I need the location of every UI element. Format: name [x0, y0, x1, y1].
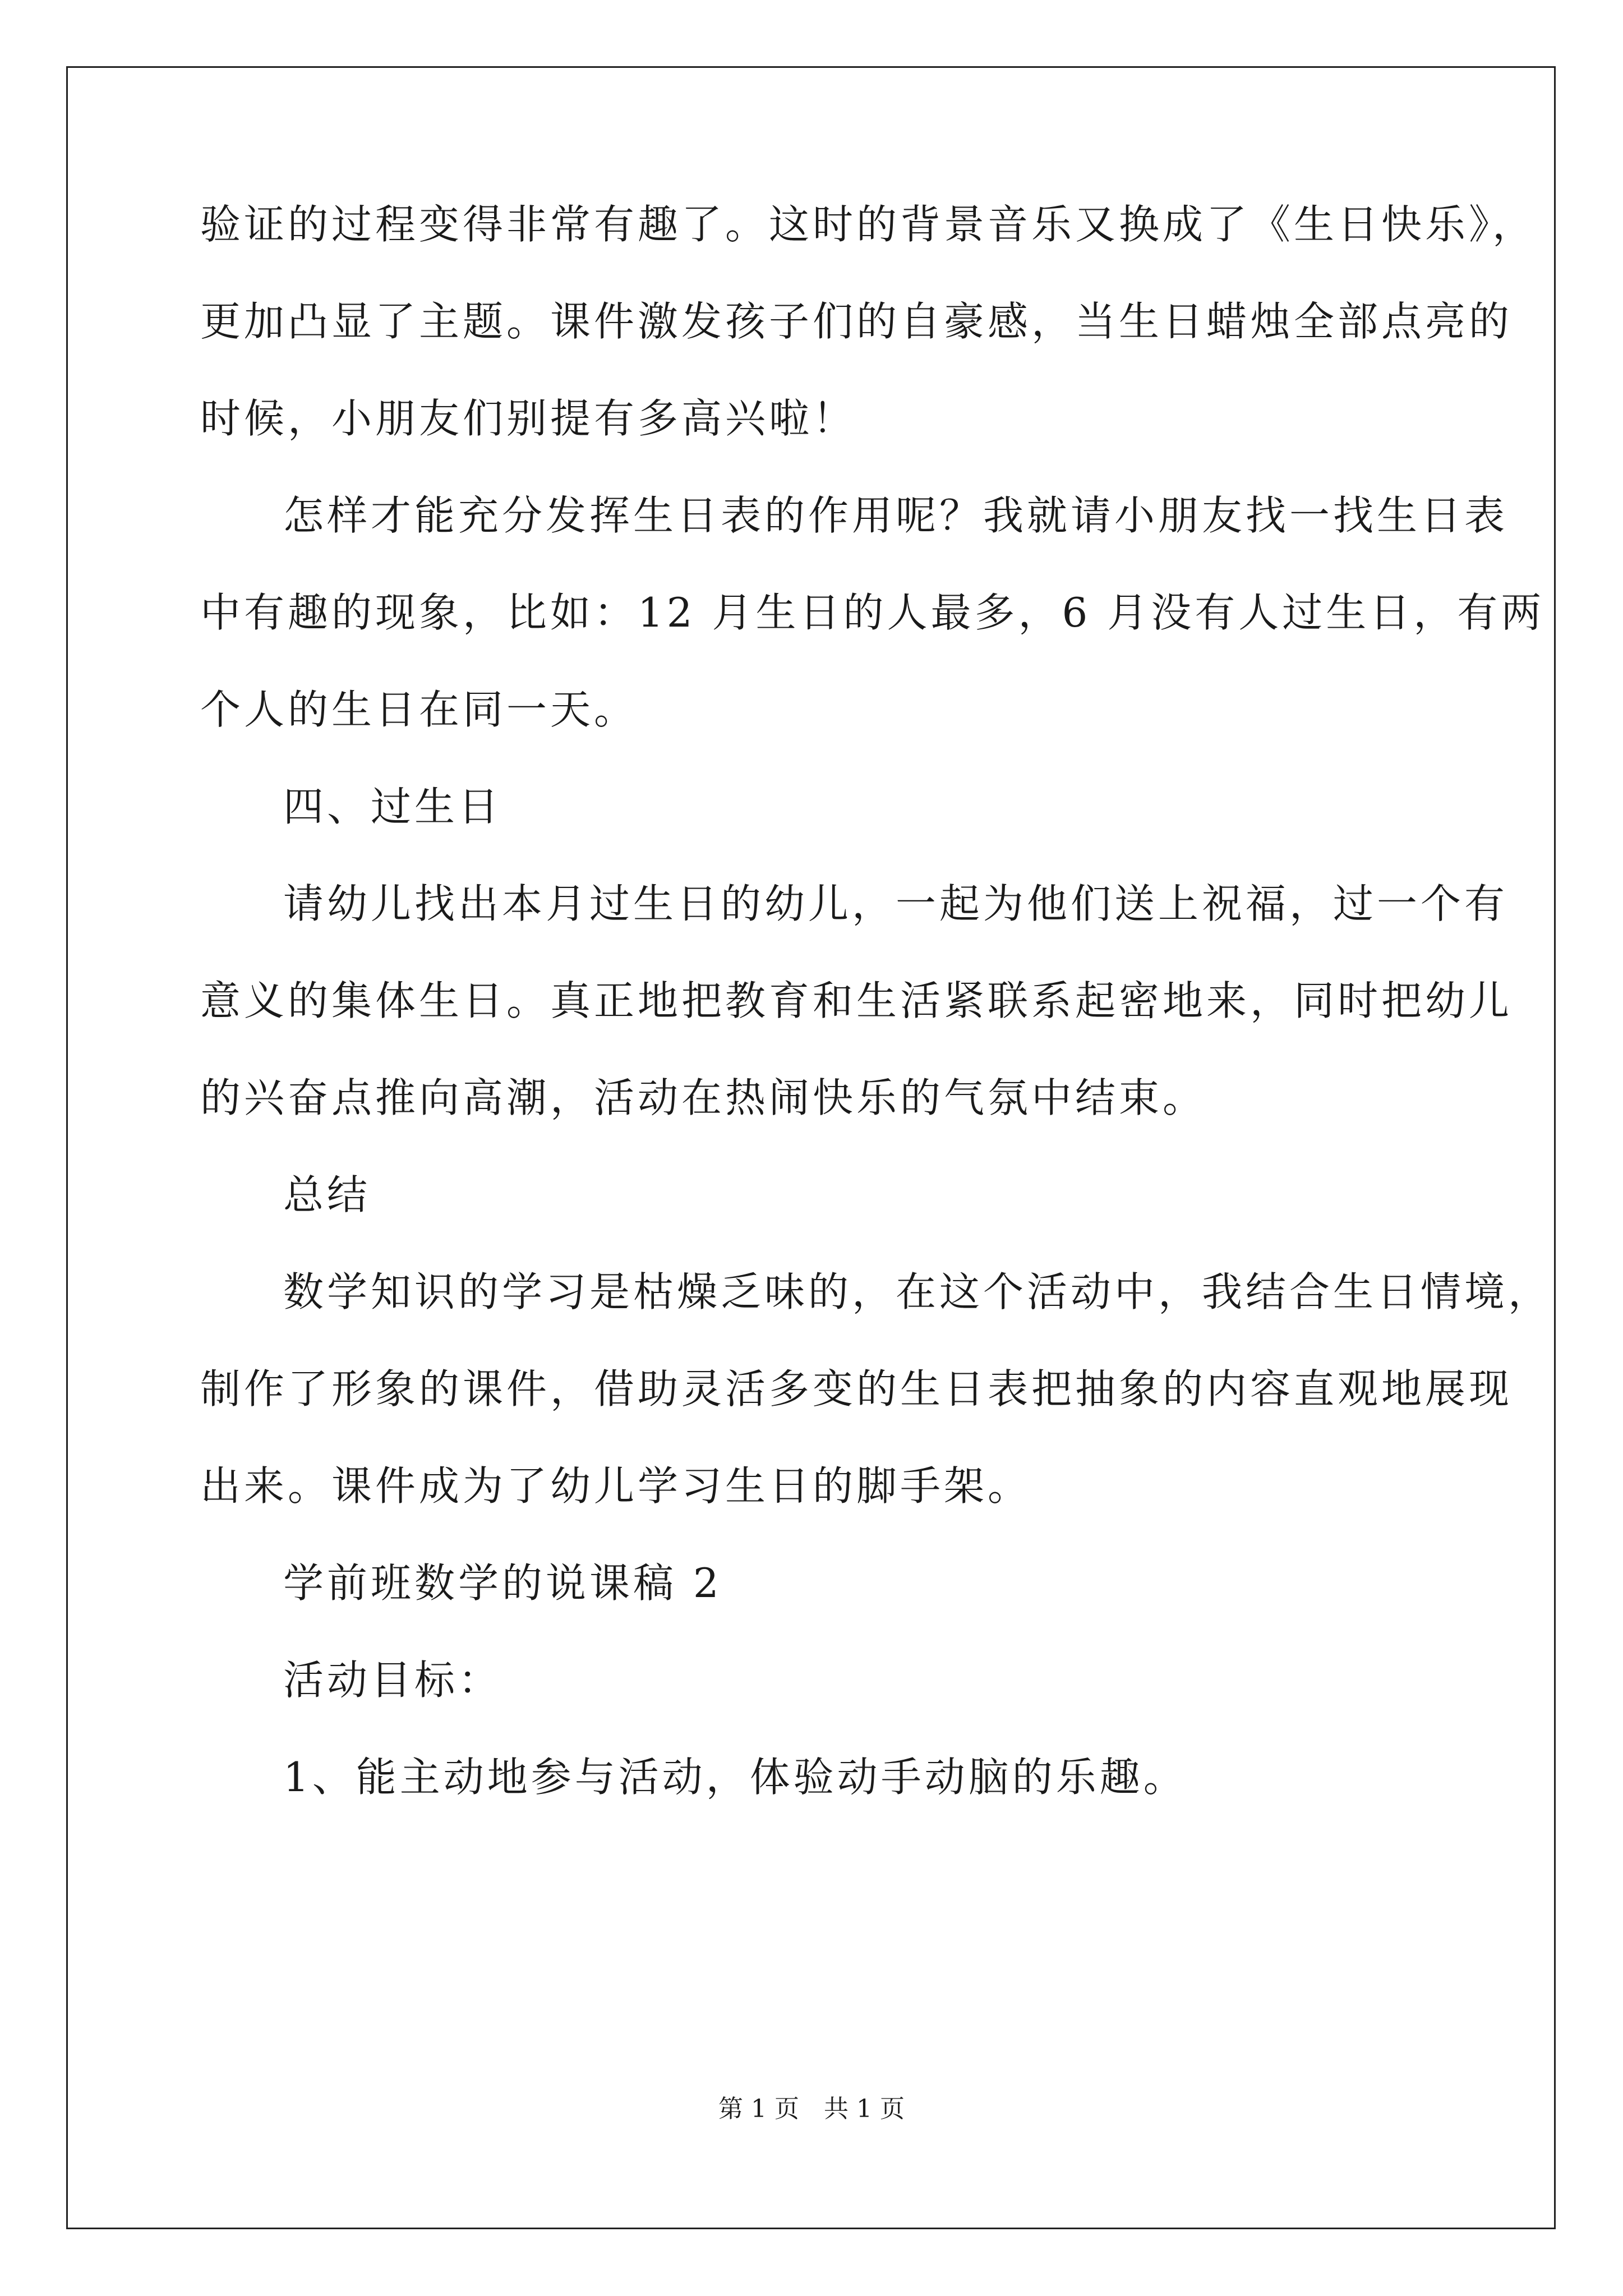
section-heading: 活动目标： — [283, 1657, 502, 1704]
text-line: 怎样才能充分发挥生日表的作用呢？我就请小朋友找一找生日表 — [283, 492, 1509, 539]
text-line: 的兴奋点推向高潮，活动在热闹快乐的气氛中结束。 — [200, 1074, 1207, 1121]
text-line: 请幼儿找出本月过生日的幼儿，一起为他们送上祝福，过一个有 — [283, 880, 1509, 927]
section-heading: 总结 — [283, 1171, 371, 1218]
document-body — [200, 197, 1552, 1847]
text-line: 制作了形象的课件，借助灵活多变的生日表把抽象的内容直观地展现 — [200, 1365, 1513, 1412]
section-heading: 学前班数学的说课稿 2 — [283, 1559, 722, 1607]
section-heading: 四、过生日 — [283, 783, 502, 830]
text-line: 验证的过程变得非常有趣了。这时的背景音乐又换成了《生日快乐》， — [200, 201, 1537, 248]
text-line: 中有趣的现象，比如：12 月生日的人最多，6 月没有人过生日，有两 — [200, 589, 1545, 636]
text-line: 出来。课件成为了幼儿学习生日的脚手架。 — [200, 1462, 1032, 1510]
text-line: 更加凸显了主题。课件激发孩子们的自豪感，当生日蜡烛全部点亮的 — [200, 298, 1513, 345]
text-line: 意义的集体生日。真正地把教育和生活紧联系起密地来，同时把幼儿 — [200, 977, 1513, 1024]
text-line: 时候，小朋友们别提有多高兴啦！ — [200, 395, 857, 442]
text-line: 1、能主动地参与活动，体验动手动脑的乐趣。 — [283, 1754, 1187, 1801]
text-line: 数学知识的学习是枯燥乏味的，在这个活动中，我结合生日情境， — [283, 1268, 1552, 1315]
text-line: 个人的生日在同一天。 — [200, 686, 638, 733]
page-footer: 第 1 页 共 1 页 — [718, 2095, 905, 2123]
